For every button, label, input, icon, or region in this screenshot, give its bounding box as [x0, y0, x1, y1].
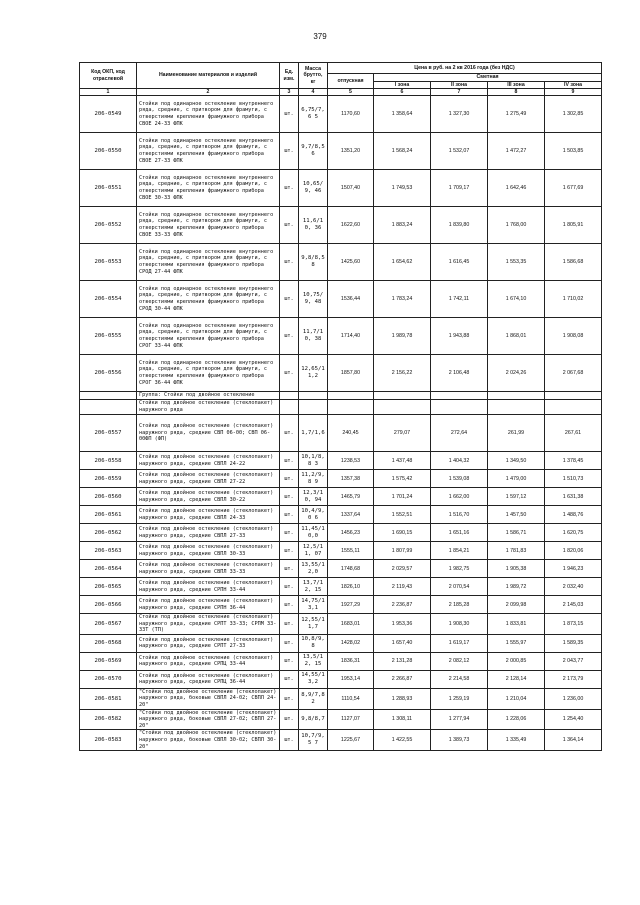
cell-zone-4: 267,61 — [545, 415, 602, 452]
cell-zone-4: 2 145,03 — [545, 596, 602, 614]
column-number: 9 — [545, 89, 602, 96]
cell-zone-3: 1 833,81 — [488, 614, 545, 635]
cell-zone-4: 1 677,69 — [545, 170, 602, 207]
cell-unit: шт. — [280, 688, 299, 709]
cell-zone-3: 1 335,49 — [488, 730, 545, 751]
header-zone-3: III зона — [488, 81, 545, 89]
cell-zone-1: 1 657,40 — [374, 634, 431, 652]
cell-zone-4: 1 236,00 — [545, 688, 602, 709]
table-body-double-glazing — [80, 415, 602, 751]
cell-zone-2: 1 854,21 — [431, 542, 488, 560]
cell-release-price: 1507,40 — [328, 170, 374, 207]
cell-mass: 12,65/1 1,2 — [299, 355, 328, 392]
cell-zone-1: 279,07 — [374, 415, 431, 452]
table-row — [80, 96, 602, 133]
cell-name: Стойки под двойное остекление (стеклопакет) наружного ряда, средние СРПЦ 33-44 — [137, 652, 280, 670]
cell-mass: 14,75/1 3,1 — [299, 596, 328, 614]
table-row — [80, 355, 602, 392]
cell-name: Стойки под двойное остекление (стеклопакет) наружного ряда, средние СВПЛ 30-22 — [137, 488, 280, 506]
cell-zone-2: 1 943,88 — [431, 318, 488, 355]
cell-unit: шт. — [280, 170, 299, 207]
table-row — [80, 506, 602, 524]
table-row — [80, 470, 602, 488]
cell-zone-3: 1 905,38 — [488, 560, 545, 578]
cell-zone-4: 2 032,40 — [545, 578, 602, 596]
cell-zone-3: 1 555,97 — [488, 634, 545, 652]
cell-zone-1: 2 266,87 — [374, 670, 431, 688]
price-table — [79, 62, 602, 751]
group-section — [80, 392, 602, 415]
cell-code: 206-0568 — [80, 634, 137, 652]
cell-zone-3: 1 642,46 — [488, 170, 545, 207]
cell-zone-4: 2 043,77 — [545, 652, 602, 670]
cell-code: 206-0551 — [80, 170, 137, 207]
cell-mass: 13,5/12, 15 — [299, 652, 328, 670]
cell-name: Стойки под одинарное остекление внутреннего ряда, средние, с притвором для фрамуги, с отверстиями крепления фрамужного прибора СВОЕ 30-33 ФПК — [137, 170, 280, 207]
cell-zone-3: 2 000,85 — [488, 652, 545, 670]
cell-unit: шт. — [280, 244, 299, 281]
cell-code: 206-0556 — [80, 355, 137, 392]
cell-zone-1: 1 654,62 — [374, 244, 431, 281]
cell-release-price: 1337,64 — [328, 506, 374, 524]
cell-zone-3: 1 597,12 — [488, 488, 545, 506]
cell-name: Стойки под двойное остекление (стеклопакет) наружного ряда, средние СВПЛ 27-33 — [137, 524, 280, 542]
cell-zone-1: 1 807,99 — [374, 542, 431, 560]
table-row — [80, 709, 602, 730]
column-number: 6 — [374, 89, 431, 96]
cell-zone-2: 2 185,28 — [431, 596, 488, 614]
table-row — [80, 452, 602, 470]
cell-zone-2: 1 839,80 — [431, 207, 488, 244]
cell-release-price: 1357,38 — [328, 470, 374, 488]
cell-mass: 10,4/9,0 6 — [299, 506, 328, 524]
cell-zone-1: 2 236,87 — [374, 596, 431, 614]
cell-zone-3: 2 128,14 — [488, 670, 545, 688]
header-release: отпускная — [328, 74, 374, 89]
table-row — [80, 415, 602, 452]
cell-name: Стойки под двойное остекление (стеклопакет) наружного ряда, средние СРПТ 33-33; СРПМ 33-33Т (ТП) — [137, 614, 280, 635]
cell-code: 206-0550 — [80, 133, 137, 170]
table-row — [80, 634, 602, 652]
cell-code: 206-0582 — [80, 709, 137, 730]
cell-zone-4: 1 820,06 — [545, 542, 602, 560]
cell-zone-3: 1 553,35 — [488, 244, 545, 281]
header-zone-1: I зона — [374, 81, 431, 89]
cell-zone-4: 1 908,08 — [545, 318, 602, 355]
cell-zone-1: 1 783,24 — [374, 281, 431, 318]
cell-zone-4: 1 589,35 — [545, 634, 602, 652]
cell-zone-3: 1 989,72 — [488, 578, 545, 596]
header-code: Код ОКП, код отраслевой — [80, 63, 137, 89]
cell-code: 206-0557 — [80, 415, 137, 452]
cell-zone-1: 1 568,24 — [374, 133, 431, 170]
cell-release-price: 1714,40 — [328, 318, 374, 355]
cell-name: "Стойки под двойное остекление (стеклопакет) наружного ряда, боковые СВПЛ 27-02; СВПЛ 27-20" — [137, 709, 280, 730]
cell-name: "Стойки под двойное остекление (стеклопакет) наружного ряда, боковые СВПЛ 30-02; СВПЛ 30-20" — [137, 730, 280, 751]
cell-name: Стойки под двойное остекление (стеклопакет) наружного ряда, средние СРПН 36-44 — [137, 596, 280, 614]
cell-code: 206-0570 — [80, 670, 137, 688]
cell-unit: шт. — [280, 542, 299, 560]
header-estimate: Сметная — [374, 74, 602, 82]
cell-unit: шт. — [280, 709, 299, 730]
cell-code: 206-0560 — [80, 488, 137, 506]
table-row — [80, 281, 602, 318]
cell-mass: 13,7/12, 15 — [299, 578, 328, 596]
cell-zone-3: 1 349,50 — [488, 452, 545, 470]
column-number: 5 — [328, 89, 374, 96]
cell-name: Стойки под двойное остекление (стеклопакет) наружного ряда, средние СРПЦ 36-44 — [137, 670, 280, 688]
cell-zone-1: 1 883,24 — [374, 207, 431, 244]
cell-zone-3: 1 472,27 — [488, 133, 545, 170]
cell-unit: шт. — [280, 730, 299, 751]
cell-zone-1: 1 288,93 — [374, 688, 431, 709]
cell-unit: шт. — [280, 652, 299, 670]
cell-name: Стойки под двойное остекление (стеклопакет) наружного ряда, средние СВП 06-00; СВП 06-00ФП (ФП) — [137, 415, 280, 452]
header-mass: Масса брутто, кг — [299, 63, 328, 89]
cell-code: 206-0559 — [80, 470, 137, 488]
cell-mass: 11,6/10, 36 — [299, 207, 328, 244]
cell-zone-3: 1 781,83 — [488, 542, 545, 560]
cell-name: Стойки под одинарное остекление внутреннего ряда, средние, с притвором для фрамуги, с отверстиями крепления фрамужного прибора СРОД 30-44 ФПК — [137, 281, 280, 318]
cell-zone-2: 2 106,48 — [431, 355, 488, 392]
cell-zone-3: 1 586,71 — [488, 524, 545, 542]
table-row — [80, 207, 602, 244]
table-row — [80, 596, 602, 614]
group-title: Группа: Стойки под двойное остекление — [137, 392, 280, 400]
cell-release-price: 1683,01 — [328, 614, 374, 635]
cell-code: 206-0581 — [80, 688, 137, 709]
cell-unit: шт. — [280, 415, 299, 452]
cell-unit: шт. — [280, 355, 299, 392]
cell-code: 206-0563 — [80, 542, 137, 560]
cell-release-price: 1225,67 — [328, 730, 374, 751]
cell-zone-1: 2 029,57 — [374, 560, 431, 578]
cell-mass: 12,55/1 1,7 — [299, 614, 328, 635]
table-row — [80, 560, 602, 578]
cell-zone-3: 1 768,00 — [488, 207, 545, 244]
header-price-title: Цена в руб. на 2 кв 2016 года (без НДС) — [328, 63, 602, 74]
cell-unit: шт. — [280, 560, 299, 578]
cell-zone-4: 1 620,75 — [545, 524, 602, 542]
cell-release-price: 1555,11 — [328, 542, 374, 560]
cell-release-price: 1456,23 — [328, 524, 374, 542]
cell-release-price: 1425,60 — [328, 244, 374, 281]
header-unit: Ед. изм. — [280, 63, 299, 89]
table-row — [80, 614, 602, 635]
cell-code: 206-0583 — [80, 730, 137, 751]
cell-unit: шт. — [280, 207, 299, 244]
cell-unit: шт. — [280, 506, 299, 524]
cell-zone-4: 1 805,91 — [545, 207, 602, 244]
cell-zone-1: 1 690,15 — [374, 524, 431, 542]
cell-zone-1: 2 131,28 — [374, 652, 431, 670]
cell-zone-4: 1 364,14 — [545, 730, 602, 751]
cell-zone-2: 1 908,30 — [431, 614, 488, 635]
cell-mass: 11,7/10, 38 — [299, 318, 328, 355]
cell-name: Стойки под одинарное остекление внутреннего ряда, средние, с притвором для фрамуги, с отверстиями крепления фрамужного прибора СРОГ 36-44 ФПК — [137, 355, 280, 392]
cell-zone-2: 2 070,54 — [431, 578, 488, 596]
cell-zone-4: 1 710,02 — [545, 281, 602, 318]
cell-zone-4: 2 173,79 — [545, 670, 602, 688]
cell-name: Стойки под двойное остекление (стеклопакет) наружного ряда, средние СВПЛ 24-22 — [137, 452, 280, 470]
cell-unit: шт. — [280, 281, 299, 318]
cell-unit: шт. — [280, 524, 299, 542]
cell-release-price: 1622,60 — [328, 207, 374, 244]
cell-zone-1: 1 701,24 — [374, 488, 431, 506]
cell-zone-3: 1 228,06 — [488, 709, 545, 730]
cell-mass: 9,7/8,56 — [299, 133, 328, 170]
cell-name: Стойки под одинарное остекление внутреннего ряда, средние, с притвором для фрамуги, с отверстиями крепления фрамужного прибора СВОЕ 33-33 ФПК — [137, 207, 280, 244]
cell-zone-2: 1 619,17 — [431, 634, 488, 652]
cell-zone-3: 261,99 — [488, 415, 545, 452]
cell-zone-1: 1 422,55 — [374, 730, 431, 751]
cell-zone-4: 1 510,73 — [545, 470, 602, 488]
table-row — [80, 524, 602, 542]
cell-zone-4: 1 488,76 — [545, 506, 602, 524]
cell-zone-1: 2 119,43 — [374, 578, 431, 596]
header-zone-2: II зона — [431, 81, 488, 89]
cell-zone-2: 272,64 — [431, 415, 488, 452]
cell-mass: 10,8/9,8 — [299, 634, 328, 652]
cell-release-price: 1351,20 — [328, 133, 374, 170]
cell-release-price: 1428,02 — [328, 634, 374, 652]
cell-zone-4: 1 302,85 — [545, 96, 602, 133]
cell-zone-1: 1 552,51 — [374, 506, 431, 524]
cell-unit: шт. — [280, 634, 299, 652]
cell-code: 206-0553 — [80, 244, 137, 281]
cell-release-price: 1857,80 — [328, 355, 374, 392]
cell-mass: 9,8/8,58 — [299, 244, 328, 281]
cell-name: "Стойки под двойное остекление (стеклопакет) наружного ряда, боковые СВПЛ 24-02; СВПЛ 24-20" — [137, 688, 280, 709]
cell-code: 206-0567 — [80, 614, 137, 635]
cell-code: 206-0565 — [80, 578, 137, 596]
cell-zone-2: 1 532,07 — [431, 133, 488, 170]
cell-zone-3: 1 868,01 — [488, 318, 545, 355]
column-number: 2 — [137, 89, 280, 96]
cell-unit: шт. — [280, 133, 299, 170]
cell-zone-3: 1 275,49 — [488, 96, 545, 133]
table-row — [80, 170, 602, 207]
cell-release-price: 1170,60 — [328, 96, 374, 133]
table-row — [80, 688, 602, 709]
cell-zone-1: 1 989,78 — [374, 318, 431, 355]
cell-zone-1: 1 358,64 — [374, 96, 431, 133]
cell-mass: 10,65/9, 46 — [299, 170, 328, 207]
cell-name: Стойки под двойное остекление (стеклопакет) наружного ряда, средние СВПЛ 27-22 — [137, 470, 280, 488]
cell-zone-1: 1 953,36 — [374, 614, 431, 635]
cell-zone-2: 1 742,11 — [431, 281, 488, 318]
column-number-row — [80, 89, 602, 96]
cell-code: 206-0566 — [80, 596, 137, 614]
cell-unit: шт. — [280, 578, 299, 596]
cell-zone-1: 1 575,42 — [374, 470, 431, 488]
cell-release-price: 1953,14 — [328, 670, 374, 688]
cell-name: Стойки под двойное остекление (стеклопакет) наружного ряда, средние СРПН 33-44 — [137, 578, 280, 596]
cell-name: Стойки под одинарное остекление внутреннего ряда, средние, с притвором для фрамуги, с отверстиями крепления фрамужного прибора СВОЕ 24-33 ФПК — [137, 96, 280, 133]
column-number: 4 — [299, 89, 328, 96]
cell-zone-3: 1 479,00 — [488, 470, 545, 488]
cell-zone-4: 1 503,85 — [545, 133, 602, 170]
cell-release-price: 240,45 — [328, 415, 374, 452]
cell-zone-2: 1 327,30 — [431, 96, 488, 133]
cell-code: 206-0554 — [80, 281, 137, 318]
cell-code: 206-0558 — [80, 452, 137, 470]
header-zone-4: IV зона — [545, 81, 602, 89]
cell-unit: шт. — [280, 470, 299, 488]
table-body-single-glazing — [80, 96, 602, 392]
table-row — [80, 670, 602, 688]
cell-unit: шт. — [280, 670, 299, 688]
cell-unit: шт. — [280, 596, 299, 614]
cell-zone-2: 2 214,58 — [431, 670, 488, 688]
cell-zone-1: 1 749,53 — [374, 170, 431, 207]
cell-mass: 6,75/7,6 5 — [299, 96, 328, 133]
cell-zone-2: 2 082,12 — [431, 652, 488, 670]
table-row — [80, 578, 602, 596]
cell-name: Стойки под одинарное остекление внутреннего ряда, средние, с притвором для фрамуги, с отверстиями крепления фрамужного прибора СВОЕ 27-33 ФПК — [137, 133, 280, 170]
cell-mass: 10,1/8,8 3 — [299, 452, 328, 470]
cell-release-price: 1465,79 — [328, 488, 374, 506]
cell-code: 206-0564 — [80, 560, 137, 578]
cell-release-price: 1238,53 — [328, 452, 374, 470]
cell-code: 206-0561 — [80, 506, 137, 524]
cell-mass: 12,3/10, 94 — [299, 488, 328, 506]
column-number: 3 — [280, 89, 299, 96]
table-row — [80, 652, 602, 670]
cell-zone-4: 1 254,40 — [545, 709, 602, 730]
cell-zone-2: 1 516,70 — [431, 506, 488, 524]
cell-name: Стойки под двойное остекление (стеклопакет) наружного ряда, средние СВПЛ 30-33 — [137, 542, 280, 560]
cell-zone-2: 1 404,32 — [431, 452, 488, 470]
cell-release-price: 1127,07 — [328, 709, 374, 730]
cell-mass: 14,55/1 3,2 — [299, 670, 328, 688]
cell-zone-3: 1 210,04 — [488, 688, 545, 709]
cell-mass: 1,7/1,6 — [299, 415, 328, 452]
cell-zone-2: 1 982,75 — [431, 560, 488, 578]
cell-name: Стойки под одинарное остекление внутреннего ряда, средние, с притвором для фрамуги, с отверстиями крепления фрамужного прибора СРОГ 33-44 ФПК — [137, 318, 280, 355]
cell-mass: 11,45/1 0,0 — [299, 524, 328, 542]
column-number: 7 — [431, 89, 488, 96]
cell-unit: шт. — [280, 614, 299, 635]
cell-zone-2: 1 277,94 — [431, 709, 488, 730]
cell-unit: шт. — [280, 318, 299, 355]
cell-zone-4: 1 873,15 — [545, 614, 602, 635]
cell-mass: 10,7/9,5 7 — [299, 730, 328, 751]
table-row — [80, 730, 602, 751]
cell-zone-3: 2 099,98 — [488, 596, 545, 614]
cell-zone-3: 2 024,26 — [488, 355, 545, 392]
cell-mass: 10,75/9, 48 — [299, 281, 328, 318]
cell-name: Стойки под двойное остекление (стеклопакет) наружного ряда, средние СРПТ 27-33 — [137, 634, 280, 652]
cell-code: 206-0549 — [80, 96, 137, 133]
cell-code: 206-0569 — [80, 652, 137, 670]
cell-mass: 11,2/9,8 9 — [299, 470, 328, 488]
cell-code: 206-0562 — [80, 524, 137, 542]
cell-release-price: 1536,44 — [328, 281, 374, 318]
cell-release-price: 1826,10 — [328, 578, 374, 596]
cell-release-price: 1836,31 — [328, 652, 374, 670]
cell-release-price: 1748,68 — [328, 560, 374, 578]
cell-zone-4: 1 378,45 — [545, 452, 602, 470]
table-row — [80, 133, 602, 170]
table-row — [80, 244, 602, 281]
cell-zone-2: 1 389,73 — [431, 730, 488, 751]
cell-name: Стойки под двойное остекление (стеклопакет) наружного ряда, средние СВПЛ 24-33 — [137, 506, 280, 524]
cell-mass: 9,8/8,7 — [299, 709, 328, 730]
cell-unit: шт. — [280, 488, 299, 506]
cell-name: Стойки под двойное остекление (стеклопакет) наружного ряда, средние СВПЛ 33-33 — [137, 560, 280, 578]
cell-mass: 12,5/11, 07 — [299, 542, 328, 560]
cell-zone-1: 2 156,22 — [374, 355, 431, 392]
cell-mass: 8,9/7,82 — [299, 688, 328, 709]
column-number: 8 — [488, 89, 545, 96]
cell-code: 206-0555 — [80, 318, 137, 355]
table-row — [80, 488, 602, 506]
subgroup-title: Стойки под двойное остекление (стеклопакет) наружного ряда — [137, 400, 280, 415]
cell-mass: 13,55/1 2,0 — [299, 560, 328, 578]
cell-zone-2: 1 662,00 — [431, 488, 488, 506]
cell-zone-4: 1 586,68 — [545, 244, 602, 281]
cell-name: Стойки под одинарное остекление внутреннего ряда, средние, с притвором для фрамуги, с отверстиями крепления фрамужного прибора СРОД 27-44 ФПК — [137, 244, 280, 281]
cell-zone-3: 1 457,50 — [488, 506, 545, 524]
cell-zone-3: 1 674,10 — [488, 281, 545, 318]
cell-zone-2: 1 616,45 — [431, 244, 488, 281]
cell-zone-2: 1 539,08 — [431, 470, 488, 488]
cell-unit: шт. — [280, 452, 299, 470]
cell-zone-4: 1 631,38 — [545, 488, 602, 506]
cell-release-price: 1927,29 — [328, 596, 374, 614]
cell-zone-2: 1 259,19 — [431, 688, 488, 709]
cell-unit: шт. — [280, 96, 299, 133]
cell-zone-1: 1 437,48 — [374, 452, 431, 470]
cell-code: 206-0552 — [80, 207, 137, 244]
table-row — [80, 318, 602, 355]
cell-release-price: 1110,54 — [328, 688, 374, 709]
table-row — [80, 542, 602, 560]
column-number: 1 — [80, 89, 137, 96]
page-number: 379 — [313, 32, 327, 41]
cell-zone-4: 2 067,68 — [545, 355, 602, 392]
cell-zone-2: 1 709,17 — [431, 170, 488, 207]
cell-zone-1: 1 308,11 — [374, 709, 431, 730]
cell-zone-2: 1 651,16 — [431, 524, 488, 542]
header-name: Наименование материалов и изделий — [137, 63, 280, 89]
cell-zone-4: 1 946,23 — [545, 560, 602, 578]
